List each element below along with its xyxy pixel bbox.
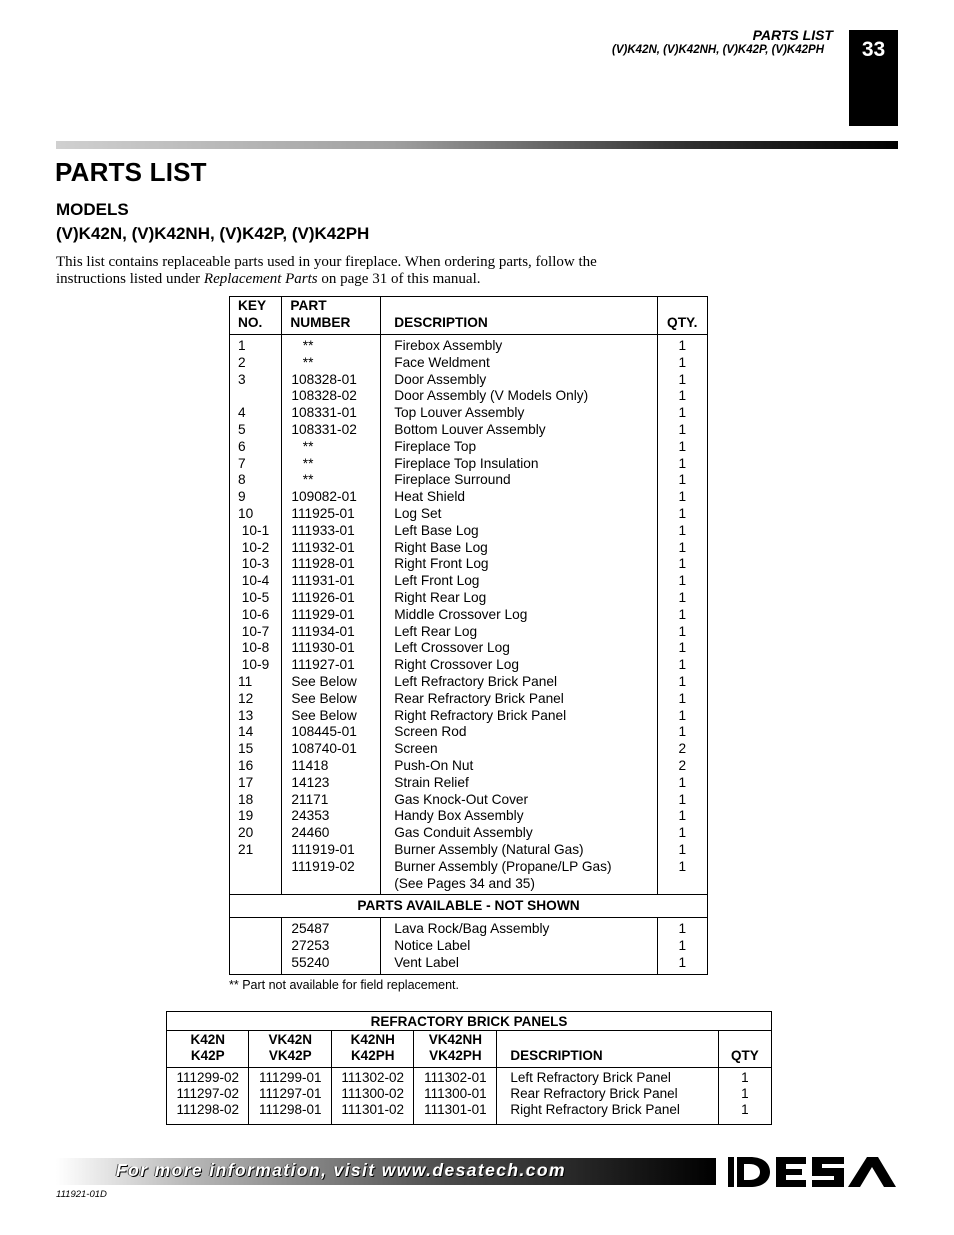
- qty-cell: 1: [657, 573, 707, 590]
- qty-cell: 1: [657, 556, 707, 573]
- key-cell: [230, 388, 282, 405]
- key-cell: 10-9: [230, 657, 282, 674]
- brick-cell-value: 111302-01: [424, 1070, 487, 1085]
- table-row: [230, 724, 708, 741]
- description-cell: Heat Shield: [381, 489, 657, 506]
- description-cell: Fireplace Top Insulation: [381, 456, 657, 473]
- part-number-cell: 24460: [282, 825, 381, 842]
- table-row: [230, 691, 708, 708]
- description-cell: Gas Knock-Out Cover: [381, 792, 657, 809]
- brick-cell-value: 111300-01: [424, 1086, 487, 1101]
- brick-header-cell: [167, 1031, 249, 1068]
- part-number-cell: 108445-01: [282, 724, 381, 741]
- qty-cell: 1: [657, 792, 707, 809]
- brick-header-line: DESCRIPTION: [510, 1048, 603, 1063]
- brick-cell-value: 1: [741, 1102, 749, 1117]
- part-number-cell: 111934-01: [282, 624, 381, 641]
- part-number-cell: 24353: [282, 808, 381, 825]
- table-row: [230, 758, 708, 775]
- brick-cell-value: 111297-02: [176, 1086, 240, 1101]
- models-heading: MODELS: [56, 200, 129, 219]
- table-row: [230, 938, 708, 955]
- key-cell: [230, 938, 282, 955]
- brick-header-line: VK42PH: [429, 1048, 482, 1063]
- description-cell: Top Louver Assembly: [381, 405, 657, 422]
- brick-table-header: [167, 1031, 772, 1068]
- brick-header-line: QTY: [731, 1048, 759, 1063]
- key-cell: 7: [230, 456, 282, 473]
- description-cell: Vent Label: [381, 955, 657, 974]
- intro-line-1: This list contains replaceable parts used in your fireplace. When ordering parts, follow the: [56, 254, 597, 270]
- description-cell: Burner Assembly (Propane/LP Gas): [381, 859, 657, 876]
- part-number-cell: **: [282, 456, 381, 473]
- table-row: [230, 640, 708, 657]
- key-cell: 18: [230, 792, 282, 809]
- part-number-cell: See Below: [282, 674, 381, 691]
- part-number-cell: See Below: [282, 708, 381, 725]
- brick-header-line: VK42P: [268, 1048, 312, 1063]
- description-cell: Handy Box Assembly: [381, 808, 657, 825]
- qty-cell: 1: [657, 439, 707, 456]
- intro-reference-link: Replacement Parts: [203, 271, 318, 287]
- qty-cell: 1: [657, 808, 707, 825]
- qty-cell: 1: [657, 456, 707, 473]
- description-cell: Rear Refractory Brick Panel: [381, 691, 657, 708]
- table-row: [230, 540, 708, 557]
- description-cell: Fireplace Surround: [381, 472, 657, 489]
- part-number-cell: **: [282, 335, 381, 355]
- table-row: [230, 439, 708, 456]
- brick-column-cell: [497, 1068, 718, 1125]
- key-cell: 16: [230, 758, 282, 775]
- qty-cell: 1: [657, 422, 707, 439]
- part-number-cell: **: [282, 472, 381, 489]
- key-cell: 17: [230, 775, 282, 792]
- part-number-cell: 108331-02: [282, 422, 381, 439]
- table-row: [230, 808, 708, 825]
- key-cell: 6: [230, 439, 282, 456]
- key-cell: 8: [230, 472, 282, 489]
- qty-cell: 1: [657, 918, 707, 938]
- desa-logo: [726, 1155, 898, 1189]
- key-cell: 4: [230, 405, 282, 422]
- key-cell: 10-3: [230, 556, 282, 573]
- qty-cell: 1: [657, 607, 707, 624]
- table-row: [230, 556, 708, 573]
- qty-cell: 1: [657, 674, 707, 691]
- header-key-no: KEY NO.: [230, 297, 282, 335]
- brick-header-line: VK42N: [268, 1032, 312, 1047]
- footer-website-text: For more information, visit www.desatech.com: [116, 1160, 566, 1180]
- qty-cell: 1: [657, 355, 707, 372]
- part-number-cell: 111919-01: [282, 842, 381, 859]
- qty-cell: 2: [657, 741, 707, 758]
- part-number-cell: 21171: [282, 792, 381, 809]
- part-number-cell: 109082-01: [282, 489, 381, 506]
- brick-header-line: [510, 1032, 717, 1048]
- key-cell: 10-1: [230, 523, 282, 540]
- qty-cell: [657, 876, 707, 895]
- key-cell: 20: [230, 825, 282, 842]
- description-cell: Left Base Log: [381, 523, 657, 540]
- description-cell: Right Base Log: [381, 540, 657, 557]
- available-heading-row: [230, 895, 708, 918]
- description-cell: Burner Assembly (Natural Gas): [381, 842, 657, 859]
- description-cell: Strain Relief: [381, 775, 657, 792]
- description-cell: (See Pages 34 and 35): [381, 876, 657, 895]
- key-cell: [230, 859, 282, 876]
- page-number: 33: [861, 38, 886, 61]
- description-cell: Log Set: [381, 506, 657, 523]
- table-row: [230, 372, 708, 389]
- part-number-cell: 111929-01: [282, 607, 381, 624]
- brick-panels-table: [166, 1011, 772, 1125]
- brick-cell-value: 111297-01: [258, 1086, 322, 1101]
- qty-cell: 1: [657, 825, 707, 842]
- brick-header-cell: [414, 1031, 497, 1068]
- available-table-body: [230, 918, 708, 974]
- key-cell: 5: [230, 422, 282, 439]
- running-header-models: (V)K42N, (V)K42NH, (V)K42P, (V)K42PH: [612, 44, 824, 56]
- description-cell: Left Rear Log: [381, 624, 657, 641]
- description-cell: Firebox Assembly: [381, 335, 657, 355]
- part-number-cell: [282, 876, 381, 895]
- brick-cell-value: 111302-02: [341, 1070, 404, 1085]
- models-list: (V)K42N, (V)K42NH, (V)K42P, (V)K42PH: [56, 224, 370, 243]
- qty-cell: 1: [657, 859, 707, 876]
- intro-paragraph: [56, 254, 656, 288]
- qty-cell: 1: [657, 335, 707, 355]
- part-number-cell: 14123: [282, 775, 381, 792]
- brick-column-cell: [249, 1068, 331, 1125]
- description-cell: Lava Rock/Bag Assembly: [381, 918, 657, 938]
- table-row: [230, 918, 708, 938]
- table-row: [230, 590, 708, 607]
- part-number-cell: **: [282, 439, 381, 456]
- brick-cell-value: 111299-01: [258, 1070, 322, 1085]
- part-number-cell: 27253: [282, 938, 381, 955]
- footnote: ** Part not available for field replacement.: [229, 978, 459, 992]
- brick-header-line: [719, 1032, 771, 1048]
- key-cell: 10-5: [230, 590, 282, 607]
- brick-header-line: K42PH: [350, 1048, 395, 1063]
- qty-cell: 1: [657, 405, 707, 422]
- description-cell: Fireplace Top: [381, 439, 657, 456]
- parts-table-header: [230, 297, 708, 335]
- table-row: [230, 657, 708, 674]
- table-row: [230, 792, 708, 809]
- table-row: [230, 456, 708, 473]
- table-row: [230, 405, 708, 422]
- brick-cell-value: Rear Refractory Brick Panel: [510, 1086, 678, 1101]
- table-row: [230, 825, 708, 842]
- header-qty: QTY.: [657, 297, 707, 335]
- description-cell: Left Front Log: [381, 573, 657, 590]
- brick-header-cell: [249, 1031, 331, 1068]
- header-rule: [56, 141, 898, 149]
- description-cell: Door Assembly: [381, 372, 657, 389]
- part-number-cell: 111919-02: [282, 859, 381, 876]
- key-cell: 10-2: [230, 540, 282, 557]
- header-description: DESCRIPTION: [381, 297, 657, 335]
- qty-cell: 2: [657, 758, 707, 775]
- page-title: PARTS LIST: [55, 157, 207, 187]
- qty-cell: 1: [657, 540, 707, 557]
- description-cell: Screen Rod: [381, 724, 657, 741]
- part-number-cell: 111931-01: [282, 573, 381, 590]
- table-row: [230, 335, 708, 355]
- part-number-cell: 111930-01: [282, 640, 381, 657]
- brick-table-caption: REFRACTORY BRICK PANELS: [167, 1012, 772, 1031]
- part-number-cell: 111926-01: [282, 590, 381, 607]
- table-row: [230, 472, 708, 489]
- qty-cell: 1: [657, 775, 707, 792]
- key-cell: 12: [230, 691, 282, 708]
- parts-table: [229, 296, 708, 975]
- description-cell: Screen: [381, 741, 657, 758]
- description-cell: Right Crossover Log: [381, 657, 657, 674]
- brick-cell-value: 111300-02: [341, 1086, 404, 1101]
- qty-cell: 1: [657, 640, 707, 657]
- qty-cell: 1: [657, 938, 707, 955]
- intro-line-2-start: instructions listed under: [56, 271, 204, 287]
- qty-cell: 1: [657, 388, 707, 405]
- parts-table-body: [230, 335, 708, 895]
- brick-cell-value: 111301-02: [341, 1102, 404, 1117]
- key-cell: 21: [230, 842, 282, 859]
- part-number-cell: 108331-01: [282, 405, 381, 422]
- qty-cell: 1: [657, 523, 707, 540]
- table-row: [230, 674, 708, 691]
- brick-column-cell: [167, 1068, 249, 1125]
- brick-cell-value: 111299-02: [176, 1070, 240, 1085]
- qty-cell: 1: [657, 657, 707, 674]
- table-row: [230, 859, 708, 876]
- key-cell: 1: [230, 335, 282, 355]
- brick-cell-value: 111301-01: [424, 1102, 487, 1117]
- table-row: [230, 955, 708, 974]
- brick-header-line: K42NH: [350, 1032, 395, 1047]
- qty-cell: 1: [657, 590, 707, 607]
- qty-cell: 1: [657, 708, 707, 725]
- brick-cell-value: 111298-01: [258, 1102, 322, 1117]
- description-cell: Notice Label: [381, 938, 657, 955]
- part-number-cell: 55240: [282, 955, 381, 974]
- key-cell: 3: [230, 372, 282, 389]
- description-cell: Right Rear Log: [381, 590, 657, 607]
- part-number-cell: 111933-01: [282, 523, 381, 540]
- table-row: [230, 775, 708, 792]
- key-cell: [230, 955, 282, 974]
- table-row: [230, 708, 708, 725]
- table-row: [230, 489, 708, 506]
- table-row: [230, 523, 708, 540]
- header-part-number: PART NUMBER: [282, 297, 381, 335]
- brick-column-cell: [718, 1068, 771, 1125]
- table-row: [230, 422, 708, 439]
- qty-cell: 1: [657, 372, 707, 389]
- key-cell: [230, 876, 282, 895]
- brick-header-line: VK42NH: [428, 1032, 483, 1047]
- part-number-cell: 108328-02: [282, 388, 381, 405]
- description-cell: Right Front Log: [381, 556, 657, 573]
- key-cell: 15: [230, 741, 282, 758]
- key-cell: 10-4: [230, 573, 282, 590]
- part-number-cell: See Below: [282, 691, 381, 708]
- description-cell: Face Weldment: [381, 355, 657, 372]
- part-number-cell: 108740-01: [282, 741, 381, 758]
- key-cell: 9: [230, 489, 282, 506]
- available-heading: PARTS AVAILABLE - NOT SHOWN: [230, 895, 708, 918]
- brick-header-cell: [718, 1031, 771, 1068]
- table-row: [230, 607, 708, 624]
- description-cell: Bottom Louver Assembly: [381, 422, 657, 439]
- brick-header-line: K42N: [190, 1032, 225, 1047]
- running-header-title: PARTS LIST: [752, 27, 833, 43]
- qty-cell: 1: [657, 842, 707, 859]
- brick-column-cell: [414, 1068, 497, 1125]
- description-cell: Push-On Nut: [381, 758, 657, 775]
- key-cell: 19: [230, 808, 282, 825]
- part-number-cell: 111928-01: [282, 556, 381, 573]
- key-cell: [230, 918, 282, 938]
- key-cell: 10-6: [230, 607, 282, 624]
- document-number: 111921-01D: [56, 1189, 107, 1200]
- qty-cell: 1: [657, 624, 707, 641]
- qty-cell: 1: [657, 489, 707, 506]
- table-row: [230, 842, 708, 859]
- table-row: [230, 388, 708, 405]
- key-cell: 13: [230, 708, 282, 725]
- brick-cell-value: 111298-02: [176, 1102, 240, 1117]
- qty-cell: 1: [657, 506, 707, 523]
- description-cell: Gas Conduit Assembly: [381, 825, 657, 842]
- table-row: [230, 876, 708, 895]
- table-row: [230, 573, 708, 590]
- brick-table-body: [167, 1068, 772, 1125]
- part-number-cell: 25487: [282, 918, 381, 938]
- part-number-cell: 111927-01: [282, 657, 381, 674]
- table-row: [230, 741, 708, 758]
- page-number-box: [849, 30, 898, 126]
- brick-cell-value: Left Refractory Brick Panel: [510, 1070, 671, 1085]
- description-cell: Left Refractory Brick Panel: [381, 674, 657, 691]
- brick-header-cell: [497, 1031, 718, 1068]
- key-cell: 2: [230, 355, 282, 372]
- part-number-cell: 111925-01: [282, 506, 381, 523]
- description-cell: Door Assembly (V Models Only): [381, 388, 657, 405]
- brick-column-cell: [331, 1068, 413, 1125]
- part-number-cell: **: [282, 355, 381, 372]
- part-number-cell: 108328-01: [282, 372, 381, 389]
- brick-header-line: K42P: [190, 1048, 225, 1063]
- part-number-cell: 11418: [282, 758, 381, 775]
- qty-cell: 1: [657, 691, 707, 708]
- brick-header-cell: [331, 1031, 413, 1068]
- key-cell: 10-8: [230, 640, 282, 657]
- brick-cell-value: 1: [741, 1086, 749, 1101]
- intro-line-2-end: on page 31 of this manual.: [317, 271, 481, 287]
- description-cell: Left Crossover Log: [381, 640, 657, 657]
- brick-cell-value: 1: [741, 1070, 749, 1085]
- part-number-cell: 111932-01: [282, 540, 381, 557]
- key-cell: 10: [230, 506, 282, 523]
- key-cell: 14: [230, 724, 282, 741]
- brick-cell-value: Right Refractory Brick Panel: [510, 1102, 680, 1117]
- description-cell: Right Refractory Brick Panel: [381, 708, 657, 725]
- qty-cell: 1: [657, 472, 707, 489]
- qty-cell: 1: [657, 724, 707, 741]
- table-row: [230, 506, 708, 523]
- qty-cell: 1: [657, 955, 707, 974]
- key-cell: 10-7: [230, 624, 282, 641]
- key-cell: 11: [230, 674, 282, 691]
- table-row: [230, 624, 708, 641]
- description-cell: Middle Crossover Log: [381, 607, 657, 624]
- table-row: [230, 355, 708, 372]
